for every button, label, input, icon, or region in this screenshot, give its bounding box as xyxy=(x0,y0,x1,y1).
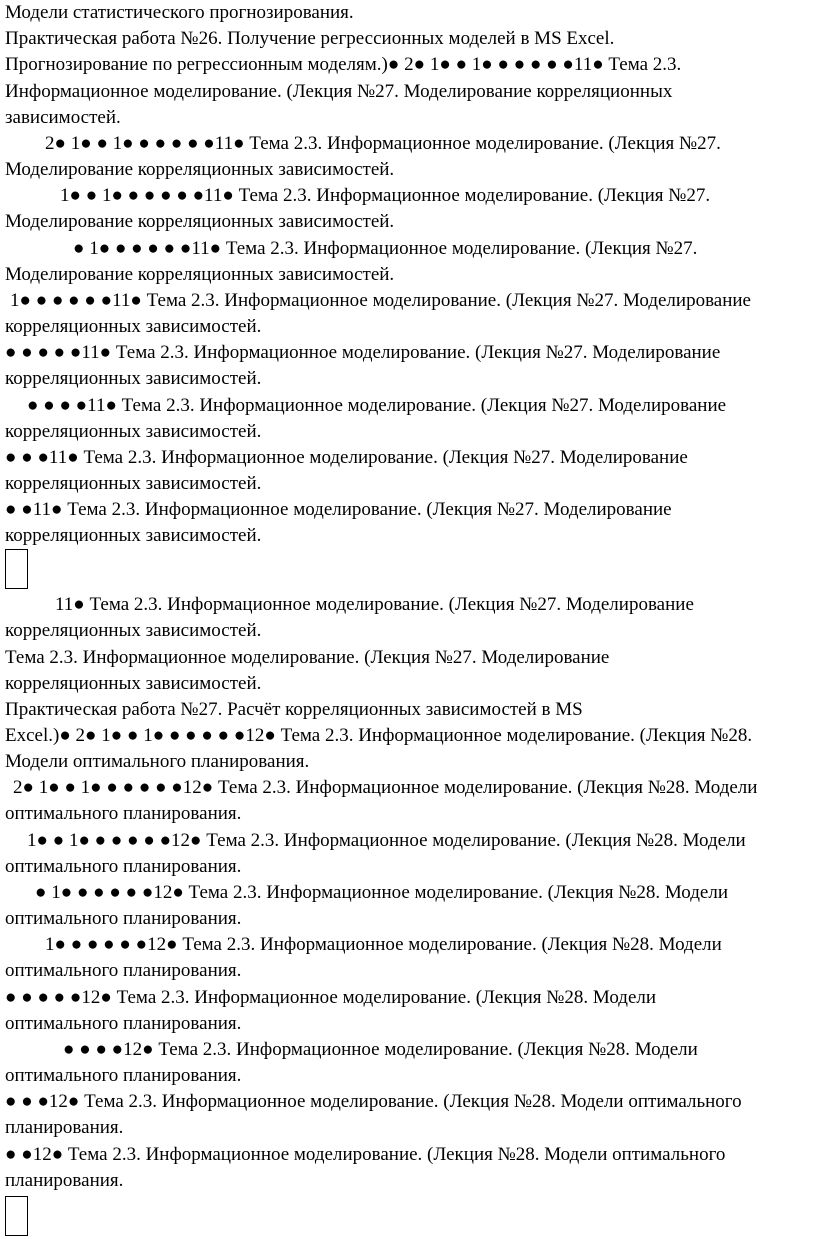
text-line: планирования. xyxy=(5,1170,124,1191)
text-line: ● ●11● Тема 2.3. Информационное моделирование. (Лекция №27. Моделирование xyxy=(5,499,672,520)
text-line: ● ● ●11● Тема 2.3. Информационное моделирование. (Лекция №27. Моделирование xyxy=(5,447,688,468)
text-line: ● ●12● Тема 2.3. Информационное моделирование. (Лекция №28. Модели оптимального xyxy=(5,1144,726,1165)
text-line: корреляционных зависимостей. xyxy=(5,673,262,694)
text-line: Моделирование корреляционных зависимостей. xyxy=(5,159,395,180)
text-line: 2● 1● ● 1● ● ● ● ● ●11● Тема 2.3. Информационное моделирование. (Лекция №27. xyxy=(45,133,721,154)
text-line: Модели оптимального планирования. xyxy=(5,751,310,772)
text-line: 2● 1● ● 1● ● ● ● ● ●12● Тема 2.3. Информационное моделирование. (Лекция №28. Модели xyxy=(13,777,758,798)
text-line: Практическая работа №27. Расчёт корреляционных зависимостей в MS xyxy=(5,699,583,720)
text-line: 1● ● 1● ● ● ● ● ●11● Тема 2.3. Информационное моделирование. (Лекция №27. xyxy=(60,185,711,206)
text-line: корреляционных зависимостей. xyxy=(5,473,262,494)
text-line: оптимального планирования. xyxy=(5,908,242,929)
text-line: ● ● ●12● Тема 2.3. Информационное моделирование. (Лекция №28. Модели оптимального xyxy=(5,1091,742,1112)
text-line: Моделирование корреляционных зависимостей. xyxy=(5,211,395,232)
text-line: зависимостей. xyxy=(5,107,121,128)
text-line: Тема 2.3. Информационное моделирование. (Лекция №27. Моделирование xyxy=(5,647,610,668)
text-line: оптимального планирования. xyxy=(5,856,242,877)
text-line: оптимального планирования. xyxy=(5,960,242,981)
text-line: ● ● ● ● ●12● Тема 2.3. Информационное моделирование. (Лекция №28. Модели xyxy=(5,987,657,1008)
text-line: Практическая работа №26. Получение регрессионных моделей в MS Excel. xyxy=(5,28,615,49)
text-line: Прогнозирование по регрессионным моделям.)● 2● 1● ● 1● ● ● ● ● ●11● Тема 2.3. xyxy=(5,54,682,75)
text-line: Excel.)● 2● 1● ● 1● ● ● ● ● ●12● Тема 2.3. Информационное моделирование. (Лекция №28. xyxy=(5,725,753,746)
text-line: 1● ● ● ● ● ●12● Тема 2.3. Информационное моделирование. (Лекция №28. Модели xyxy=(45,934,722,955)
text-line: оптимального планирования. xyxy=(5,1065,242,1086)
empty-frame xyxy=(5,549,28,589)
text-line: ● ● ● ●12● Тема 2.3. Информационное моделирование. (Лекция №28. Модели xyxy=(63,1039,698,1060)
text-line: ● 1● ● ● ● ● ●11● Тема 2.3. Информационное моделирование. (Лекция №27. xyxy=(73,238,698,259)
text-line: корреляционных зависимостей. xyxy=(5,620,262,641)
text-line: Модели статистического прогнозирования. xyxy=(5,2,354,23)
text-line: корреляционных зависимостей. xyxy=(5,421,262,442)
text-line: ● 1● ● ● ● ● ●12● Тема 2.3. Информационное моделирование. (Лекция №28. Модели xyxy=(35,882,728,903)
text-line: 1● ● ● ● ● ●11● Тема 2.3. Информационное моделирование. (Лекция №27. Моделирование xyxy=(10,290,751,311)
text-line: Моделирование корреляционных зависимостей. xyxy=(5,264,395,285)
text-line: ● ● ● ● ●11● Тема 2.3. Информационное моделирование. (Лекция №27. Моделирование xyxy=(5,342,721,363)
text-line: оптимального планирования. xyxy=(5,803,242,824)
text-line: корреляционных зависимостей. xyxy=(5,316,262,337)
text-line: оптимального планирования. xyxy=(5,1013,242,1034)
text-line: 1● ● 1● ● ● ● ● ●12● Тема 2.3. Информационное моделирование. (Лекция №28. Модели xyxy=(27,830,746,851)
text-line: ● ● ● ●11● Тема 2.3. Информационное моделирование. (Лекция №27. Моделирование xyxy=(27,395,727,416)
text-line: планирования. xyxy=(5,1117,124,1138)
text-line: корреляционных зависимостей. xyxy=(5,368,262,389)
text-line: Информационное моделирование. (Лекция №27. Моделирование корреляционных xyxy=(5,81,673,102)
empty-frame xyxy=(5,1196,28,1236)
text-line: 11● Тема 2.3. Информационное моделирование. (Лекция №27. Моделирование xyxy=(55,594,694,615)
text-line: корреляционных зависимостей. xyxy=(5,525,262,546)
